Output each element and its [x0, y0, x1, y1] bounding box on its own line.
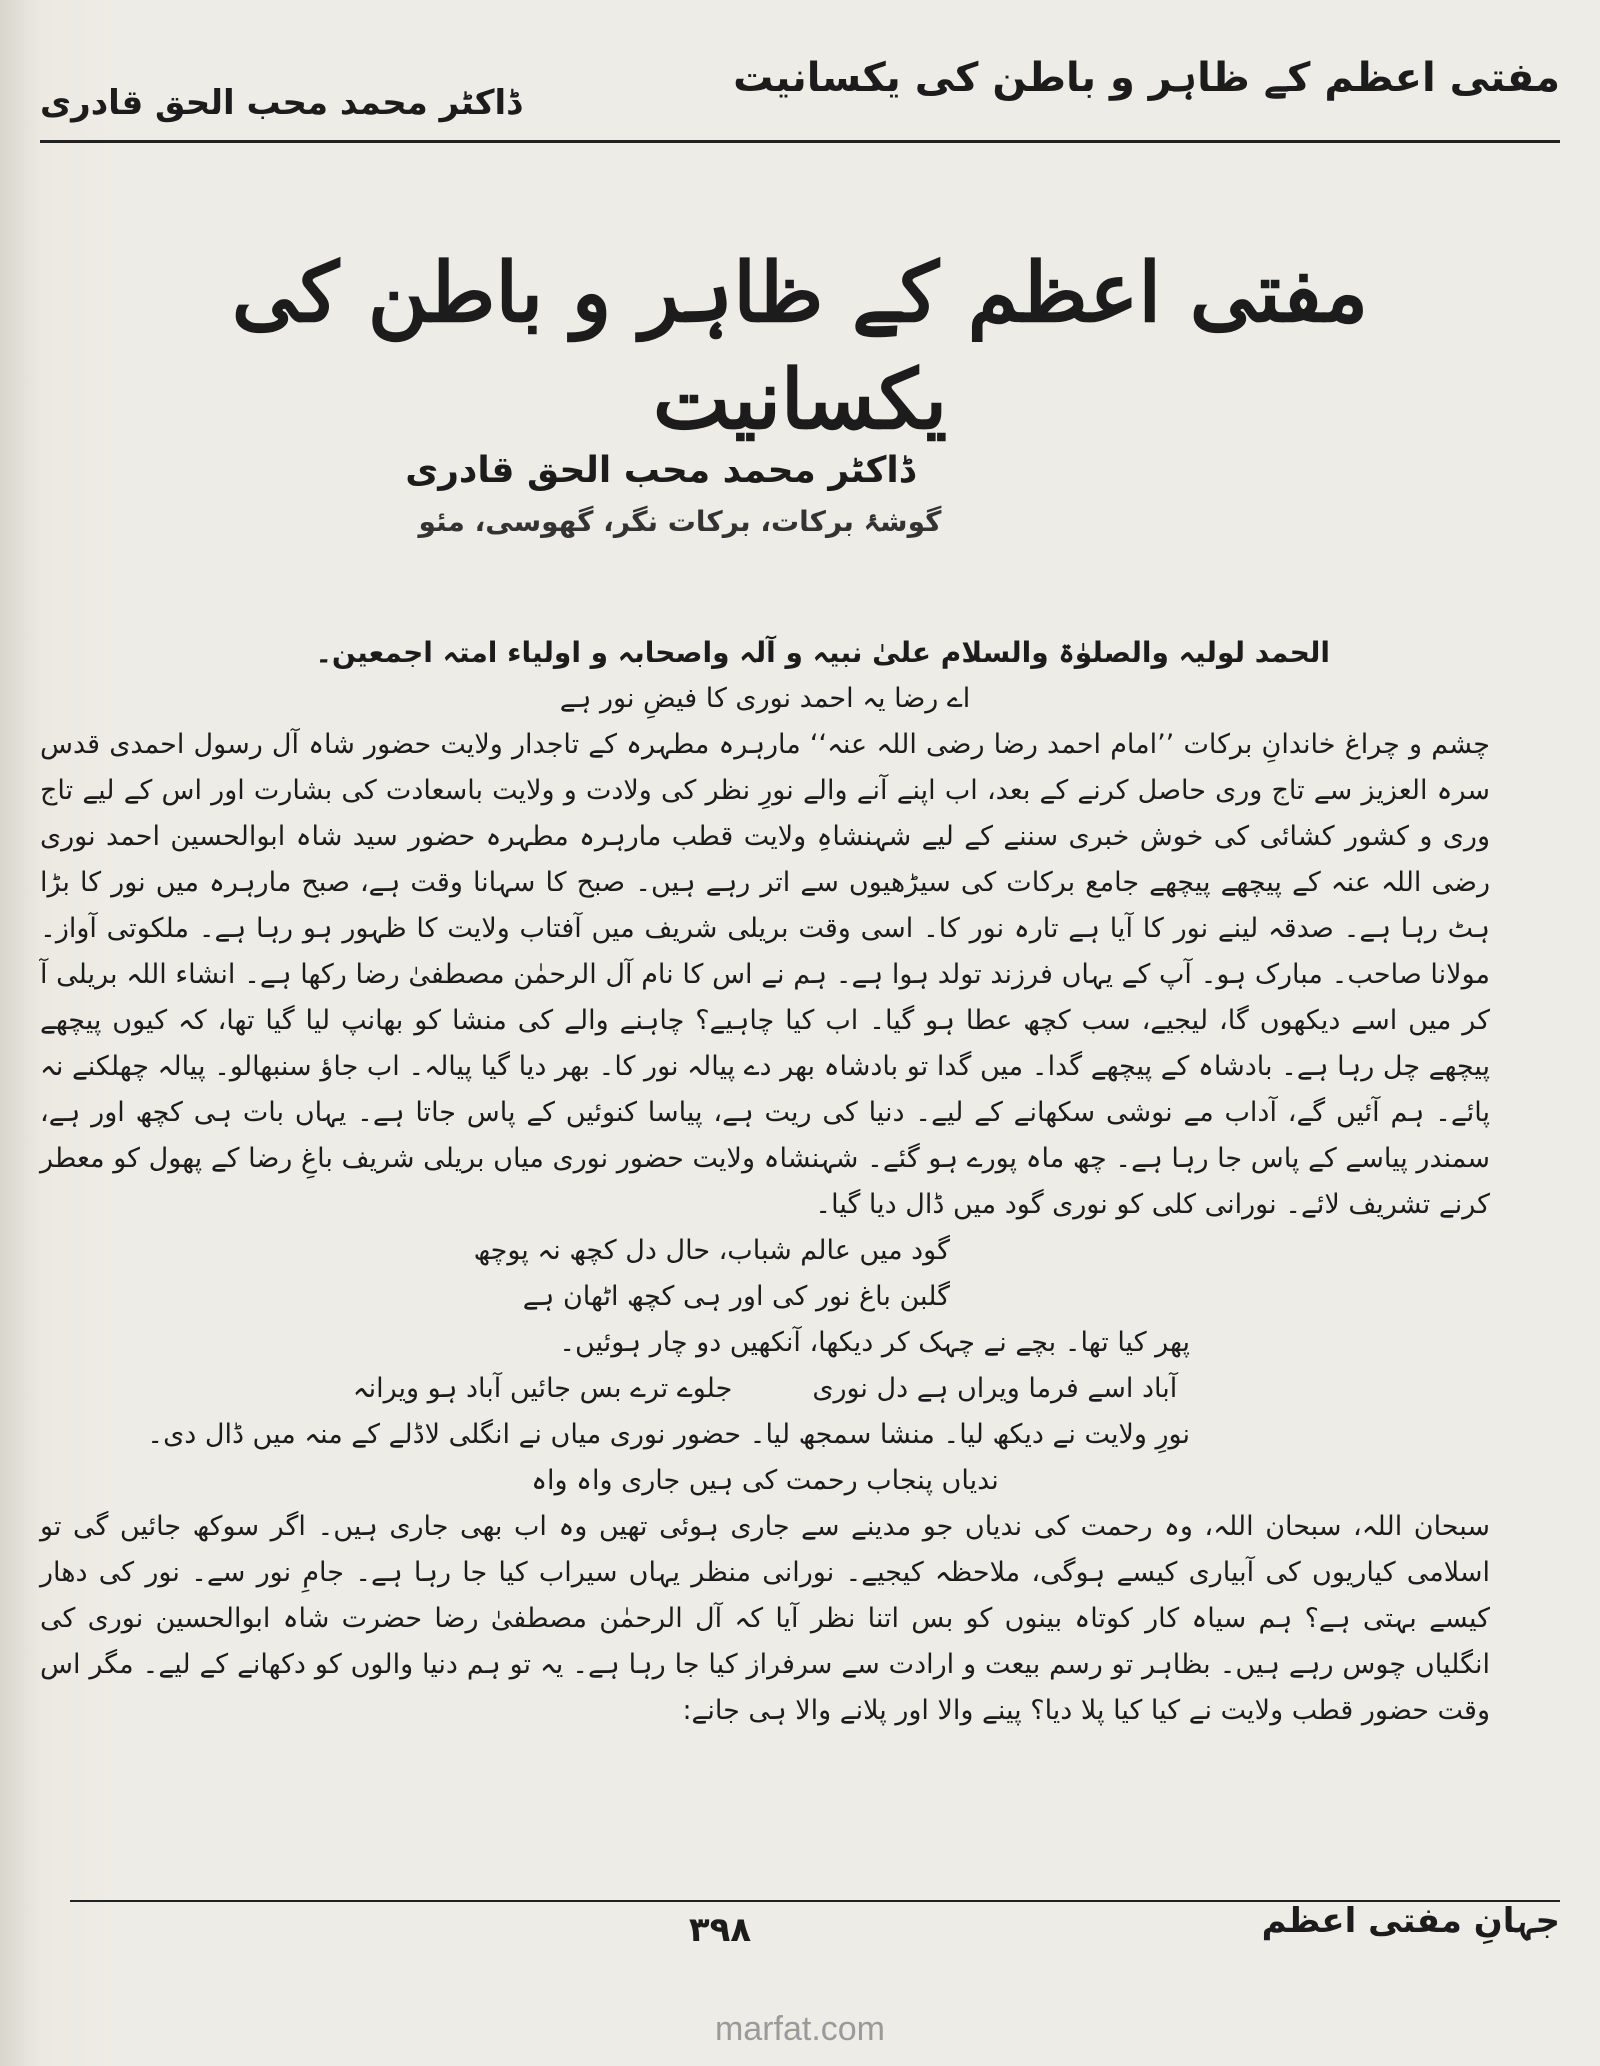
page-number: ۳۹۸	[688, 1910, 752, 1950]
text-line: نورِ ولایت نے دیکھ لیا۔ منشا سمجھ لیا۔ حضور نوری میاں نے انگلی لاڈلے کے منہ میں ڈال دی۔	[147, 1419, 1190, 1450]
paragraph: سبحان اللہ، سبحان اللہ، وہ رحمت کی ندیاں جو مدینے سے جاری ہوئی تھیں وہ اب بھی جاری ہیں۔ اگر سوکھ جائیں گی تو اسلامی کیاریوں کی آبیاری کیسے ہوگی، ملاحظہ کیجیے۔ نورانی منظر یہاں سیراب کیا جا رہا ہے۔ جامِ نور سے۔ نور کی دھار کیسے بہتی ہے؟ ہم سیاہ کار کوتاہ بینوں کو بس اتنا نظر آیا کہ آل الرحمٰن مصطفیٰ رضا حضرت شاہ ابوالحسین نوری کی انگلیاں چوس رہے ہیں۔ بظاہر تو رسم بیعت و ارادت سے سرفراز کیا جا رہا ہے۔ یہ تو ہم دنیا والوں کو دکھانے کے لیے۔ مگر اس وقت حضور قطب ولایت نے کیا کیا پلا دیا؟ پینے والا اور پلانے والا ہی جانے:	[40, 1511, 1490, 1726]
text-line: پھر کیا تھا۔ بچے نے چہک کر دیکھا، آنکھیں دو چار ہوئیں۔	[559, 1327, 1190, 1358]
watermark: marfat.com	[714, 2010, 886, 2048]
running-author: ڈاکٹر محمد محب الحق قادری	[40, 83, 522, 123]
couplet-hemistich: جلوے ترے بس جائیں آباد ہو ویرانہ	[352, 1373, 733, 1404]
verse-line: گود میں عالم شباب، حال دل کچھ نہ پوچھ	[473, 1235, 950, 1266]
author-affiliation: گوشۂ برکات، برکات نگر، گھوسی، مئو	[418, 505, 942, 538]
article-author: ڈاکٹر محمد محب الحق قادری	[405, 450, 915, 491]
couplet	[40, 1366, 1490, 1412]
article-body	[40, 630, 1490, 1734]
invocation: الحمد لولیہ والصلوٰۃ والسلام علیٰ نبیہ و آلہ واصحابہ و اولیاء امتہ اجمعین۔	[315, 636, 1330, 669]
verse-line: اے رضا یہ احمد نوری کا فیضِ نور ہے	[559, 683, 971, 714]
couplet-hemistich: آباد اسے فرما ویراں ہے دل نوری	[812, 1373, 1178, 1404]
paragraph: چشم و چراغ خاندانِ برکات ’’امام احمد رضا رضی اللہ عنہ‘‘ مارہرہ مطہرہ کے تاجدار ولایت حضور شاہ آل رسول احمدی قدس سرہ العزیز سے تاج وری حاصل کرنے کے بعد، اب اپنے آنے والے نورِ نظر کی ولادت و ولایت باسعادت کی بشارت اور اس کے لیے تاج وری و کشور کشائی کی خوش خبری سننے کے لیے شہنشاہِ ولایت قطب مارہرہ مطہرہ حضور سید شاہ ابوالحسین احمد نوری رضی اللہ عنہ کے پیچھے پیچھے جامع برکات کی سیڑھیوں سے اتر رہے ہیں۔ صبح کا سہانا وقت ہے، صبح مارہرہ میں نور کا بڑا ہٹ رہا ہے۔ صدقہ لینے نور کا آیا ہے تارہ نور کا۔ اسی وقت بریلی شریف میں آفتاب ولایت کا ظہور ہو رہا ہے۔ ملکوتی آواز۔ مولانا صاحب۔ مبارک ہو۔ آپ کے یہاں فرزند تولد ہوا ہے۔ ہم نے اس کا نام آل الرحمٰن مصطفیٰ رضا رکھا ہے۔ انشاء اللہ بریلی آ کر میں اسے دیکھوں گا، لیجیے، سب کچھ عطا ہو گیا۔ اب کیا چاہیے؟ چاہنے والے کی منشا کو بھانپ لیا گیا تھا، کہ کیوں پیچھے پیچھے چل رہا ہے۔ بادشاہ کے پیچھے گدا۔ میں گدا تو بادشاہ بھر دے پیالہ نور کا۔ بھر دیا گیا پیالہ۔ اب جاؤ سنبھالو۔ پیالہ چھلکنے نہ پائے۔ ہم آئیں گے، آداب مے نوشی سکھانے کے لیے۔ دنیا کی ریت ہے، پیاسا کنوئیں کے پاس جاتا ہے۔ یہاں بات ہی کچھ اور ہے، سمندر پیاسے کے پاس جا رہا ہے۔ چھ ماہ پورے ہو گئے۔ شہنشاہ ولایت حضور نوری میاں بریلی شریف باغِ رضا کے پھول کو معطر کرنے تشریف لائے۔ نورانی کلی کو نوری گود میں ڈال دیا گیا۔	[40, 729, 1490, 1220]
header-rule	[40, 140, 1560, 143]
running-title: مفتی اعظم کے ظاہر و باطن کی یکسانیت	[733, 55, 1560, 101]
article-title: مفتی اعظم کے ظاہر و باطن کی یکسانیت	[231, 245, 1369, 448]
book-title: جہانِ مفتی اعظم	[1261, 1901, 1560, 1941]
verse-line: ندیاں پنجاب رحمت کی ہیں جاری واہ واہ	[531, 1465, 999, 1496]
verse-line: گلبن باغ نور کی اور ہی کچھ اٹھان ہے	[522, 1281, 950, 1312]
running-header	[40, 55, 1560, 125]
